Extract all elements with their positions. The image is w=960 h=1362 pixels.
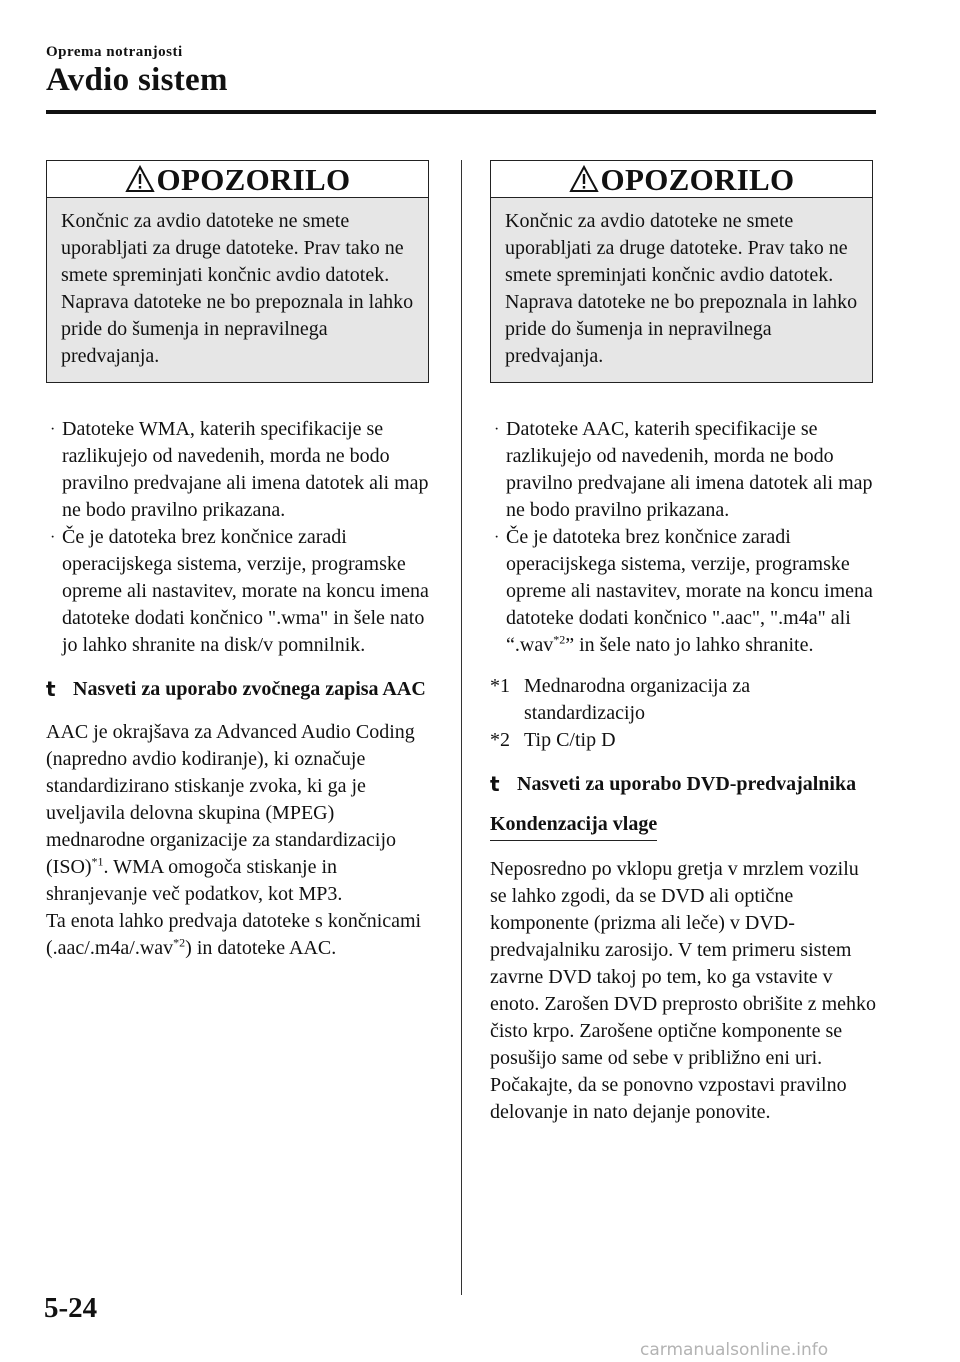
- bullet-icon: ·: [494, 529, 500, 546]
- paragraph-text: ) in datoteke AAC.: [185, 937, 337, 959]
- paragraph-text: Ta enota lahko predvaja datoteke s končnicami (.aac/.m4a/.wav: [46, 910, 422, 959]
- bullet-text: ” in šele nato jo lahko shranite.: [565, 634, 814, 656]
- page-number: 5-24: [44, 1292, 98, 1324]
- paragraph-aac: [46, 719, 432, 962]
- footnote: [490, 727, 876, 754]
- paragraph-text: . WMA omogoča stiskanje in shranjevanje več podatkov, kot MP3.: [46, 856, 343, 905]
- paragraph-text: AAC je okrajšava za Advanced Audio Coding (napredno avdio kodiranje), ki označuje standardizirano stiskanje zvoka, ki ga je uveljavila delovna skupina (MPEG) mednarodne organizacije za standardizacijo (ISO): [46, 721, 415, 878]
- bullet-text: Če je datoteka brez končnice zaradi operacijskega sistema, verzije, programske opreme ali nastavitev, morate na koncu imena datoteke dodati končnico ".aac", ".m4a" ali “.wav: [506, 526, 873, 656]
- footnote-ref: *2: [553, 632, 566, 647]
- subheading-text: Nasveti za uporabo zvočnega zapisa AAC: [73, 678, 426, 700]
- warning-header: [491, 161, 872, 198]
- condensation-paragraph: Neposredno po vklopu gretja v mrzlem vozilu se lahko zgodi, da se DVD ali optične komponente (prizma ali leče) v DVD-predvajalniku zarosijo. V tem primeru sistem zavrne DVD takoj po tem, ko ga vstavite v enoto. Zarošen DVD preprosto obrišite z mehko čisto krpo. Zarošene optične komponente se posušijo same od sebe v približno eni uri. Počakajte, da se ponovno vzpostavi pravilno delovanje in nato dejanje ponovite.: [490, 858, 877, 1123]
- bullet-list: [490, 416, 876, 659]
- page-title: Avdio sistem: [46, 62, 228, 98]
- subheading-text: Nasveti za uporabo DVD-predvajalnika: [517, 773, 857, 795]
- list-item: [490, 524, 876, 659]
- warning-text: Končnic za avdio datoteke ne smete uporabljati za druge datoteke. Prav tako ne smete spreminjati končnic avdio datotek. Naprava datoteke ne bo prepoznala in lahko pride do šumenja in nepravilnega predvajanja.: [47, 198, 428, 382]
- title-rule: [46, 110, 876, 114]
- warning-title: OPOZORILO: [600, 161, 795, 197]
- warning-header: [47, 161, 428, 198]
- warning-text: Končnic za avdio datoteke ne smete uporabljati za druge datoteke. Prav tako ne smete spreminjati končnic avdio datotek. Naprava datoteke ne bo prepoznala in lahko pride do šumenja in nepravilnega predvajanja.: [491, 198, 872, 382]
- subheading-aac: [46, 675, 432, 704]
- footnotes: [490, 673, 876, 754]
- footnote-text: Mednarodna organizacija za standardizacijo: [524, 675, 751, 724]
- bullet-icon: ·: [50, 529, 56, 546]
- subheading-dvd: [490, 770, 876, 799]
- bullet-list: [46, 416, 432, 659]
- footnote-ref: *2: [173, 935, 186, 950]
- condensation-heading: Kondenzacija vlage: [490, 811, 657, 841]
- list-item: [46, 416, 432, 524]
- bullet-text: Če je datoteka brez končnice zaradi operacijskega sistema, verzije, programske opreme ali nastavitev, morate na koncu imena datoteke dodati končnico ".wma" in šele nato jo lahko shranite na disk/v pomnilnik.: [62, 526, 429, 656]
- footnote-ref: *1: [91, 854, 104, 869]
- footnote: [490, 673, 876, 727]
- bullet-icon: ·: [50, 421, 56, 438]
- footnote-mark: *1: [490, 675, 510, 697]
- list-item: [46, 524, 432, 659]
- warning-title: OPOZORILO: [156, 161, 351, 197]
- column-divider: [461, 160, 462, 1295]
- warning-box-right: [490, 160, 873, 383]
- bullet-text: Datoteke AAC, katerih specifikacije se razlikujejo od navedenih, morda ne bodo pravilno predvajane ali imena datotek ali map ne bodo pravilno prikazana.: [506, 418, 873, 521]
- watermark: carmanualsonline.info: [640, 1340, 829, 1360]
- bullet-icon: ·: [494, 421, 500, 438]
- section-marker-icon: t: [46, 677, 56, 701]
- left-column: [46, 160, 432, 962]
- warning-triangle-icon: [569, 165, 599, 193]
- bullet-text: Datoteke WMA, katerih specifikacije se razlikujejo od navedenih, morda ne bodo pravilno predvajane ali imena datotek ali map ne bodo pravilno prikazana.: [62, 418, 429, 521]
- list-item: [490, 416, 876, 524]
- right-column: [490, 160, 876, 1126]
- section-label: Oprema notranjosti: [46, 44, 183, 60]
- warning-box-left: [46, 160, 429, 383]
- warning-triangle-icon: [125, 165, 155, 193]
- footnote-text: Tip C/tip D: [524, 729, 616, 751]
- footnote-mark: *2: [490, 729, 510, 751]
- section-marker-icon: t: [490, 772, 500, 796]
